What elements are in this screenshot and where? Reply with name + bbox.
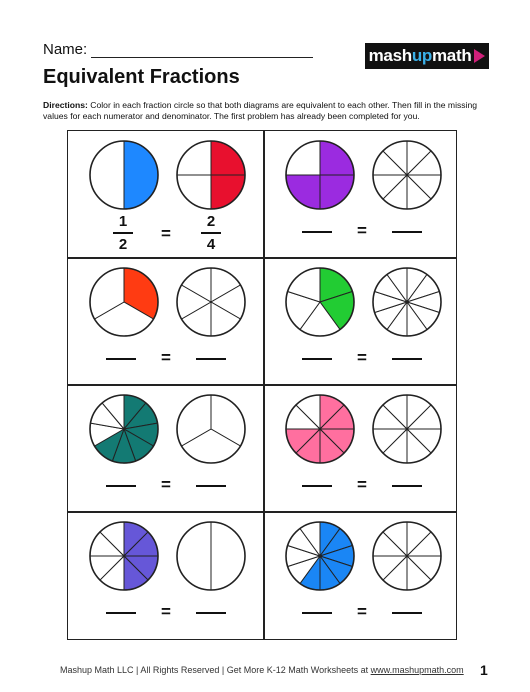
left-fraction-circle[interactable]: [284, 266, 356, 338]
equals-sign: =: [161, 475, 171, 494]
right-answer-blank[interactable]: [196, 612, 226, 614]
equals-sign: =: [357, 348, 367, 367]
equals-sign: =: [161, 224, 171, 243]
left-answer-blank[interactable]: [302, 358, 332, 360]
right-answer-blank[interactable]: [392, 485, 422, 487]
directions-text: Color in each fraction circle so that both diagrams are equivalent to each other. Then fill in the missing values for each numerator and denominator. The first problem has already been completed for you.: [43, 100, 478, 121]
problem-cell: [68, 385, 263, 512]
left-fraction-circle[interactable]: [88, 520, 160, 592]
right-fraction: [201, 213, 221, 253]
fraction-bar: [201, 232, 221, 234]
play-icon: [474, 49, 485, 63]
problem-cell: [68, 258, 263, 385]
right-answer-blank[interactable]: [392, 231, 422, 233]
left-fraction-circle[interactable]: [284, 393, 356, 465]
footer-text: Mashup Math LLC | All Rights Reserved | Get More K-12 Math Worksheets at: [60, 665, 371, 675]
right-answer-blank[interactable]: [196, 485, 226, 487]
left-answer-blank[interactable]: [302, 612, 332, 614]
logo-text-math: math: [431, 46, 472, 65]
left-answer-blank[interactable]: [106, 358, 136, 360]
page-number: 1: [480, 662, 488, 678]
directions-label: Directions:: [43, 100, 88, 110]
right-answer-blank[interactable]: [392, 612, 422, 614]
right-fraction-circle[interactable]: [371, 393, 443, 465]
equals-sign: =: [357, 475, 367, 494]
left-fraction-circle[interactable]: [88, 139, 160, 211]
left-fraction-circle[interactable]: [88, 393, 160, 465]
fraction-bar: [113, 232, 133, 234]
right-answer-blank[interactable]: [392, 358, 422, 360]
equals-sign: =: [161, 348, 171, 367]
left-fraction-circle[interactable]: [88, 266, 160, 338]
left-fraction-circle[interactable]: [284, 139, 356, 211]
problem-cell: [68, 131, 263, 258]
name-label: Name:: [43, 41, 88, 58]
left-answer-blank[interactable]: [302, 485, 332, 487]
left-fraction-circle[interactable]: [284, 520, 356, 592]
page-title: Equivalent Fractions: [43, 66, 240, 88]
problem-cell: [68, 512, 263, 639]
problem-grid: [67, 130, 457, 640]
numerator: 1: [118, 213, 128, 230]
name-field[interactable]: [91, 42, 313, 58]
footer-link[interactable]: www.mashupmath.com: [370, 665, 464, 675]
denominator: 4: [206, 236, 216, 253]
logo-text-up: up: [411, 46, 432, 65]
directions: [43, 100, 493, 122]
right-fraction-circle[interactable]: [371, 266, 443, 338]
fraction-sector[interactable]: [177, 522, 211, 590]
fraction-sector[interactable]: [211, 522, 245, 590]
mashupmath-logo: [365, 43, 489, 69]
name-row: [43, 41, 313, 58]
left-fraction: [113, 213, 133, 253]
logo-text-mash: mash: [368, 46, 412, 65]
left-answer-blank[interactable]: [106, 612, 136, 614]
right-fraction-circle[interactable]: [175, 139, 247, 211]
right-fraction-circle[interactable]: [371, 139, 443, 211]
numerator: 2: [206, 213, 216, 230]
left-answer-blank[interactable]: [106, 485, 136, 487]
problem-cell: [264, 385, 459, 512]
right-fraction-circle[interactable]: [175, 393, 247, 465]
footer: [60, 665, 464, 675]
left-answer-blank[interactable]: [302, 231, 332, 233]
equals-sign: =: [357, 602, 367, 621]
problem-cell: [264, 131, 459, 258]
right-answer-blank[interactable]: [196, 358, 226, 360]
equals-sign: =: [357, 221, 367, 240]
right-fraction-circle[interactable]: [371, 520, 443, 592]
fraction-sector[interactable]: [124, 141, 158, 209]
right-fraction-circle[interactable]: [175, 520, 247, 592]
equals-sign: =: [161, 602, 171, 621]
denominator: 2: [118, 236, 128, 253]
problem-cell: [264, 258, 459, 385]
right-fraction-circle[interactable]: [175, 266, 247, 338]
fraction-sector[interactable]: [90, 141, 124, 209]
problem-cell: [264, 512, 459, 639]
